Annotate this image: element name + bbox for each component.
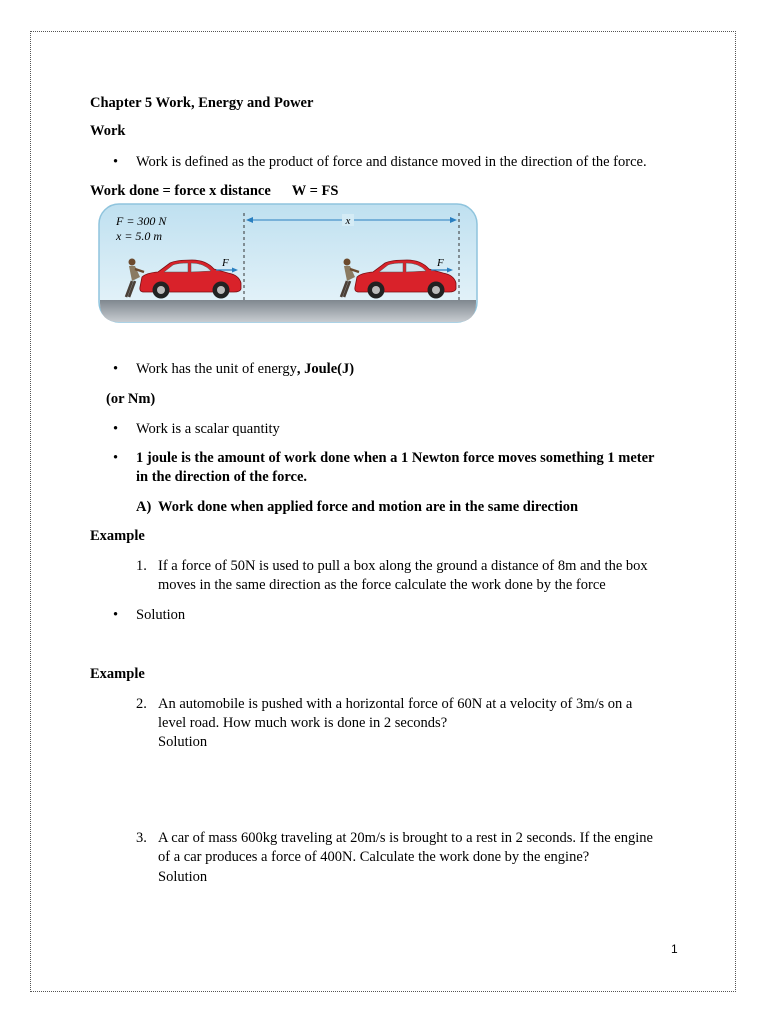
unit-prefix: Work has the unit of energy	[136, 361, 297, 377]
bullet-joule-line1: 1 joule is the amount of work done when a 1 Newton force moves something 1 meter	[136, 450, 655, 466]
question-2-solution: Solution	[158, 734, 208, 750]
question-3-solution: Solution	[158, 869, 208, 885]
formula-words: Work done = force x distance	[90, 183, 271, 199]
bullet-scalar: Work is a scalar quantity	[136, 421, 280, 437]
bullet-marker: •	[113, 607, 119, 623]
subheading-a-marker: A)	[136, 499, 152, 515]
bullet-marker: •	[113, 450, 119, 466]
force-label-right: F	[437, 257, 444, 269]
or-nm-note: (or Nm)	[106, 391, 156, 407]
bullet-marker: •	[113, 361, 119, 377]
label-x: x	[345, 215, 351, 227]
label-force: F = 300 N	[116, 214, 167, 228]
chapter-title: Chapter 5 Work, Energy and Power	[90, 95, 314, 111]
question-number-3: 3.	[136, 830, 147, 846]
question-number-1: 1.	[136, 558, 147, 574]
question-number-2: 2.	[136, 696, 147, 712]
question-2-line1: An automobile is pushed with a horizontal force of 60N at a velocity of 3m/s on a	[158, 696, 633, 712]
subheading-a: Work done when applied force and motion are in the same direction	[158, 499, 579, 515]
question-1-line1: If a force of 50N is used to pull a box along the ground a distance of 8m and the box	[158, 558, 648, 574]
force-label-left: F	[222, 257, 229, 269]
bullet-joule-line2: in the direction of the force.	[136, 469, 308, 485]
bullet-unit	[136, 360, 354, 379]
example-label-2: Example	[90, 666, 145, 682]
question-3-line2: of a car produces a force of 400N. Calculate the work done by the engine?	[158, 849, 590, 865]
formula-symbolic: W = FS	[291, 183, 339, 199]
work-diagram-figure	[98, 203, 478, 324]
page-number: 1	[671, 942, 678, 956]
bullet-definition: Work is defined as the product of force and distance moved in the direction of the force.	[136, 154, 647, 170]
section-heading-work: Work	[90, 123, 126, 139]
bullet-marker: •	[113, 154, 119, 170]
example-label-1: Example	[90, 528, 145, 544]
label-distance: x = 5.0 m	[116, 229, 163, 243]
unit-joule: , Joule(J)	[296, 361, 355, 377]
formula-text	[90, 182, 338, 201]
bullet-marker: •	[113, 421, 119, 437]
question-1-line2: moves in the same direction as the force calculate the work done by the force	[158, 577, 606, 593]
question-2-line2: level road. How much work is done in 2 seconds?	[158, 715, 448, 731]
question-3-line1: A car of mass 600kg traveling at 20m/s is brought to a rest in 2 seconds. If the engine	[158, 830, 653, 846]
bullet-solution: Solution	[136, 607, 186, 623]
ground	[100, 300, 476, 322]
